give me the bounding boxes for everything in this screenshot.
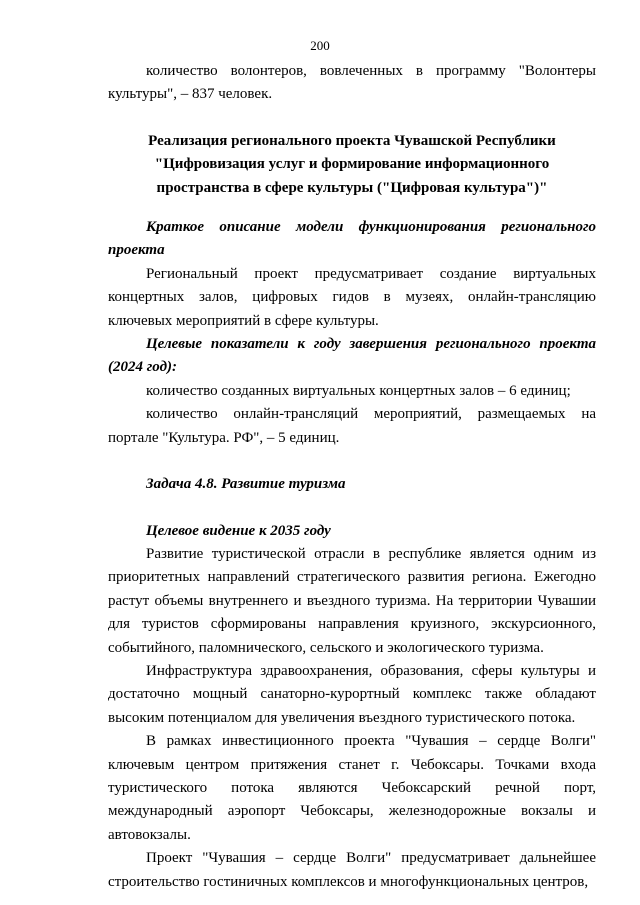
paragraph-virtual-halls: количество созданных виртуальных концертных залов – 6 единиц;: [146, 382, 571, 399]
subheading-model-description: Краткое описание модели функционирования регионального проекта: [108, 219, 596, 259]
paragraph-volunteers: количество волонтеров, вовлеченных в программу "Волонтеры культуры", – 837 человек.: [108, 63, 596, 103]
subheading-target-indicators: Целевые показатели к году завершения регионального проекта (2024 год):: [108, 336, 596, 376]
paragraph-infrastructure: Инфраструктура здравоохранения, образования, сферы культуры и достаточно мощный санаторно-курортный комплекс также обладают высоким потенциалом для увеличения въездного туристического потока.: [108, 662, 596, 726]
paragraph-investment-project: В рамках инвестиционного проекта "Чувашия – сердце Волги" ключевым центром притяжения станет г. Чебоксары. Точками входа туристического потока являются Чебоксарский речной порт, международный аэропорт Чебоксары, железнодорожные вокзалы и автовокзалы.: [108, 733, 596, 843]
page-number: 200: [310, 38, 330, 53]
page-content: [108, 60, 596, 894]
paragraph-project-description: Региональный проект предусматривает создание виртуальных концертных залов, цифровых гидов в музеях, онлайн-трансляцию ключевых мероприятий в сфере культуры.: [108, 265, 596, 329]
subheading-target-vision: Целевое видение к 2035 году: [146, 522, 331, 539]
paragraph-project-construction: Проект "Чувашия – сердце Волги" предусматривает дальнейшее строительство гостиничных комплексов и многофункциональных центров,: [108, 850, 596, 890]
paragraph-tourism-development: Развитие туристической отрасли в республике является одним из приоритетных направлений стратегического развития региона. Ежегодно растут объемы внутреннего и въездного туризма. На территории Чувашии для туристов сформированы направления круизного, экскурсионного, событийного, паломнического, сельского и экологического туризма.: [108, 545, 596, 656]
paragraph-online-broadcasts: количество онлайн-трансляций мероприятий, размещаемых на портале "Культура. РФ", – 5 единиц.: [108, 406, 596, 446]
section-title: Реализация регионального проекта Чувашской Республики "Цифровизация услуг и формирование информационного пространства в сфере культуры ("Цифровая культура")": [148, 132, 556, 196]
subheading-task-tourism: Задача 4.8. Развитие туризма: [146, 476, 346, 493]
